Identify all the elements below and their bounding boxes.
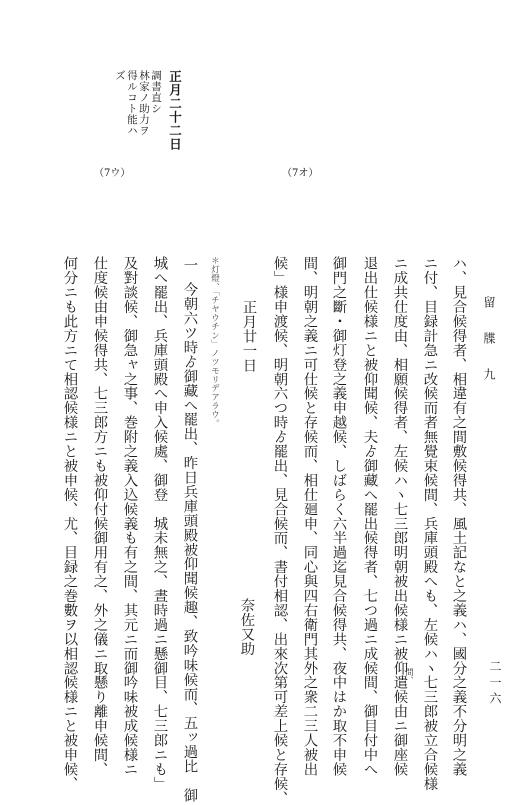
text-line-7: 候」様申渡候、明朝六つ時ゟ罷出、見合候而、書付相認、出來次第可差上候と存候、 [271,256,288,805]
sender-name: 奈佐又助 [238,598,255,656]
date-line: 正月廿一日 [240,300,257,373]
text-line-4: 退出仕候様ニと被仰聞候、夫ゟ御藏へ罷出候得者、七つ過ニ成候間、御目付中へ [361,256,378,777]
text-line-10: 及對談候、御急ャ之事、巻附之義入込候義も有之間、其元ニ而御吟味被成候様ニ [121,256,138,777]
sidenote-3: 得ルコト能ハ [126,70,139,136]
text-line-9: 城へ罷出、兵庫頭殿へ申入候處、御登 城未無之、晝時過ニ懸御目、七三郎ニも」 [151,256,168,791]
page-marker-right: （7オ） [282,168,319,179]
sidenote-4: ズ [114,70,127,81]
text-line-2: ニ付、目録計急ニ改候而者無覺束候間、兵庫頭殿へも、左候ハヽ七三郎被立合候様 [421,256,438,791]
item-marker: 一 [181,258,198,273]
line3-sidenote: 問、 [405,668,414,684]
text-line-8: 今朝六ツ時ゟ御藏へ罷出、昨日兵庫頭殿被仰聞候趣、致吟味候而、五ッ過比 御 [181,282,198,803]
text-line-1: ハ、見合候得者、相違有之間敷候得共、風土記なと之義ハ、國分之義不分明之義 [450,256,467,777]
text-line-11: 仕度候由申候得共、七三郎方ニも被仰付候御用有之、外之儀ニ取懸り離申候間、 [91,256,108,777]
text-line-12: 何分ニも此方ニて相認候様ニと被申候、尤、目録之巻數ヲ以相認候様ニと被申候、 [61,256,78,791]
annotation-note: ＊灯燈、「チヤウチン」ノツモリデアラウ。 [209,256,220,428]
sidenote-2: 林家ノ助力ヲ [138,70,151,136]
text-line-3: ニ成共仕度由、相願候得者、左候ハヽ七三郎明朝被出候様ニ被仰遣候由ニ御座候 [391,256,408,777]
running-header: 留 牒 九 [482,296,496,386]
headnote-date: 正月二十二日 [167,70,183,151]
sidenote-1: 調書直シ [150,70,163,114]
text-line-6: 間、明朝之義ニ可仕候と存候而、相仕廻申、同心與四右衛門其外之衆二三人被出 [301,256,318,777]
text-line-5: 御門之斷・御灯登之義申越候、しばらく六半過迄見合候得共、夜中はか取不申候 [330,256,347,777]
page-number: 二一六 [488,660,502,708]
page-marker-left: （7ウ） [94,168,131,179]
